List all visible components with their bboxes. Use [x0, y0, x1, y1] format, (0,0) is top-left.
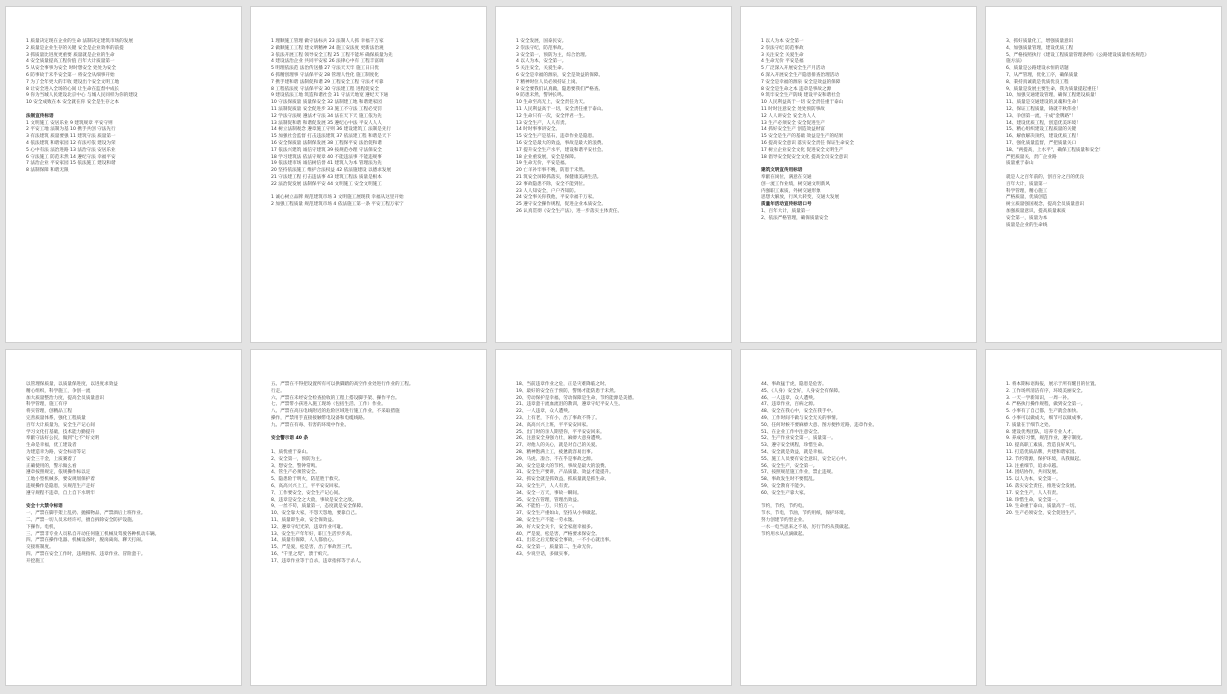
page-text-line: 2、安全第一，预防为主。: [271, 456, 325, 462]
page-text-line: 59、安全教育不能少。: [761, 484, 809, 489]
page-text-line: 20 亡羊补牢事不晚，防患于未然。: [516, 168, 588, 174]
page-text-line: 4. 严格执行操作规程，做到安全第一。: [1006, 402, 1086, 408]
page-text-line: 15 安全是生产的基础 效益是生产的结果: [761, 134, 844, 140]
page-text-line: 9 你为当城人民建设北京中心 与城人民同样为你的建设: [26, 93, 138, 99]
page-text-line: 三、严禁非专业人员私自开动任何施工机械及驾驶各种机动车辆。: [26, 531, 160, 537]
page-text-line: 1 安全发展，国泰民安。: [516, 39, 567, 44]
page-text-line: 9、质量是发展主要生命，我为质量提起重任！: [1006, 86, 1101, 92]
page-text-line: 5、隐患险于明火，防范胜于救灾。: [271, 477, 343, 483]
page-text-line: 6 深入开展安全生产隐患排查治理活动: [761, 73, 839, 78]
page-text-line: 开挖施工: [26, 558, 45, 564]
page-text-line: 思想大解放，行风大转变，交通大发展: [761, 195, 840, 201]
page-text-line: 26 认真贯彻《安全生产法》，进一步落实主体责任。: [516, 209, 623, 214]
page-text-line: 4 生命无价 平安是福: [761, 59, 804, 65]
page-text-line: 17 依法兴建筑 诚信守建筑 39 按规范办理 守法保安全: [271, 147, 382, 153]
page-text-line: 13、安全生产年年好，职工生活步步高。: [271, 531, 355, 537]
page-text-line: 17. 安全生产，人人有责。: [1006, 490, 1061, 496]
page-text-line: 为建造幸为路，安全标语等记: [26, 450, 86, 455]
document-page-1[interactable]: [5, 6, 242, 343]
page-text-line: 41、出差之后无数安全事故，一不小心就出事。: [516, 538, 614, 544]
page-text-line: 一水一电当思来之不易，厉行节约从我做起。: [761, 524, 853, 530]
page-text-line: 6. 小事可以做成大，细节可以做成事。: [1006, 416, 1086, 421]
page-text-line: 45、《人身》安全好，人身安全有保障。: [761, 388, 843, 394]
page-text-line: 9 建设依法工地 筑造和谐社会 31 守法天地宽 遵纪天下通: [271, 93, 389, 99]
page-text-line: 9、一丝不苟，质量第一，态度就是安全保障。: [271, 504, 366, 510]
page-text-line: 18. 珍惜生命，安全第一。: [1006, 497, 1061, 503]
page-text-line: 40、严是爱，松是害，严格要求保安全。: [516, 531, 600, 537]
page-text-line: 43、少说空话，多做实事。: [516, 552, 573, 557]
page-text-line: 二、严禁一切人员未经许可，擅自拆除安全防护设施。: [26, 518, 137, 523]
page-text-line: 2 质量是企业生存的关键 安全是企业效率的前提: [26, 45, 124, 51]
page-text-line: 10. 提高职工素质，营造良好风气。: [1006, 443, 1080, 449]
page-text-line: 5、严格按照执行《建设工程质量管理条例》《公路建设质量检查规范》: [1006, 52, 1150, 58]
page-text-line: 下操作。电机，: [26, 524, 59, 530]
page-text-line: 7 安全是幸福的源泉 安全是效益的保障: [761, 79, 841, 85]
page-text-line: 23、上有老，下有小，出了事故不得了。: [516, 416, 600, 421]
page-text-line: 1 诚心树立品牌 规范建筑市场 3 文明施工展现我 幸福从这里开始: [271, 195, 404, 201]
page-text-line: 60、安全生产靠大家。: [761, 490, 809, 496]
page-text-line: 34、安全一万天，事故一瞬间。: [516, 490, 582, 496]
page-text-line: 7、从严管理，优化工序，确保质量: [1006, 73, 1078, 78]
page-text-line: 4 以人为本，安全第一。: [516, 59, 567, 65]
page-text-line: 11. 打造优质品牌，共建和谐家园。: [1006, 450, 1080, 455]
page-text-line: 12 学法守法规 遵法才守法 34 法在天下天 施工依为先: [271, 113, 382, 119]
page-text-line: 正确使用的，警示做么看: [26, 463, 77, 469]
page-text-line: 37、安全生产重如山，坚持从小事做起。: [516, 511, 600, 517]
page-text-line: 24、高高兴兴上班，平平安安回家。: [516, 422, 591, 428]
page-text-line: 28、精神饱满上工，疲惫就容易出事。: [516, 450, 596, 455]
page-text-line: 2 崇法守纪 防范事故: [761, 45, 804, 51]
page-text-line: 7. 质量在于细节之处。: [1006, 422, 1054, 428]
page-text-line: 5 关注安全，关爱生命。: [516, 66, 567, 72]
document-page-5[interactable]: [985, 6, 1222, 343]
page-text-line: 1. 将本期标语海报，展示于所有醒目的位置。: [1006, 382, 1100, 387]
page-text-line: 26、注意安全身强力壮，麻痹大意身遭殃。: [516, 436, 605, 442]
page-text-line: 12 生命只有一次，安全伴君一生。: [516, 113, 588, 119]
page-text-line: 努力创建节约型企业。: [761, 518, 807, 523]
page-text-line: 安全警示语 40 条: [271, 436, 309, 442]
page-text-line: 施方法》: [1006, 59, 1025, 65]
page-text-line: 12、遵章守纪光荣，违章作业可耻。: [271, 524, 346, 530]
page-text-line: 5 广泛深入开展安全生产月活动: [761, 66, 826, 72]
page-text-line: 10 人民利益高于一切 安全责任重于泰山: [761, 100, 844, 106]
page-text-line: 16. 落实安全责任，推进安全发展。: [1006, 484, 1080, 489]
page-text-line: 6 守法施工 防范未然 14 遵纪守法 幸福平安: [26, 154, 116, 160]
page-text-line: 1 质量决定现在企业的生命 法制决定建筑市场的发展: [26, 39, 133, 44]
page-text-line: 14 树立法制观念 遵章施工守则 36 建设建筑工 法制是先行: [271, 127, 392, 133]
page-text-line: 10 安全成败在本 安全就在你 安全是生存之本: [26, 100, 119, 106]
page-text-line: 42、安全第一，质量第二，生命无价。: [516, 545, 596, 551]
page-text-line: 29、马虎、凑合、不在乎是事故之源。: [516, 456, 596, 462]
page-text-line: 35、安全在管理，管理出效益。: [516, 497, 582, 503]
page-text-line: 13 法制促和谐 和谐促发展 35 遵纪心中法 平安人人人: [271, 120, 382, 126]
page-text-line: 16 安全保质量 法制保发展 38 工程保平安 法治促和谐: [271, 141, 382, 146]
page-text-line: 22 事故隐患不除，安全不能到位。: [516, 181, 588, 187]
document-page-7[interactable]: [250, 349, 487, 686]
page-text-line: 19、最好的安全在于预防，警惕才能防患于未然。: [516, 388, 619, 394]
page-text-line: 10 生命至高无上，安全责任为天。: [516, 100, 588, 106]
page-text-line: 2 加强工程质量 规范建筑市场 4 依法施工第一条 平安工程万家宁: [271, 202, 404, 208]
page-text-line: 完善质量体系，强化工程质量: [26, 416, 86, 421]
page-text-line: 10、安全靠大家，不怨天怨地，要靠自己。: [271, 511, 360, 517]
page-text-line: 8 工程依法度 守法保平安 30 守法建工程 进程促安全: [271, 86, 379, 92]
page-text-line: 1 文明施工 安居乐业 9 建筑规章 平安守则: [26, 120, 113, 126]
page-text-line: 五、严禁在不得把设置所有可以供脚踏的高空作业处进行作业的工程。: [271, 382, 414, 387]
page-text-line: 建筑文明宣传用标语: [761, 168, 803, 174]
page-text-line: 精心组织，科学施工，争创一流: [26, 388, 91, 394]
page-text-line: 25 遵守安全操作规程，促进企业本质安全。: [516, 202, 606, 208]
page-text-line: 3. 一天一学新知识，一周一补。: [1006, 395, 1072, 401]
page-text-line: 19 生命无价，平安是福。: [516, 161, 570, 167]
page-text-line: 8、违章是安全之大敌，事故是安全之敌。: [271, 497, 357, 503]
page-text-line: 11、质量即生命，安全保效益。: [271, 518, 337, 523]
document-page-2[interactable]: [250, 6, 487, 343]
page-text-line: 违规操作是隐患，实规范生产走好: [26, 484, 95, 489]
page-text-line: 15 安全生产是基石，违章作业是隐患。: [516, 134, 597, 140]
page-text-line: 9 防患未然，警钟长鸣。: [516, 93, 567, 99]
page-text-line: 5 明理依法范 法治传送播 27 守法天天牢 施工日日优: [271, 66, 379, 72]
page-text-line: 46、一人违章，众人遭殃。: [761, 395, 818, 401]
page-text-line: 17、强化质量监督，严把质量关口: [1006, 141, 1077, 146]
page-text-line: 48、安全在我心中，安全在我手中。: [761, 409, 836, 415]
page-text-line: 16 安全是最大的效益，事故是最大的浪费。: [516, 141, 606, 146]
page-text-line: 56、安全生产，安全第一。: [761, 463, 818, 469]
page-text-line: 安全十大禁令标语: [26, 504, 63, 510]
page-text-line: 18 倡导安全促安全文化 提高全员安全意识: [761, 154, 848, 160]
page-text-line: 38、安全生产不能一劳永逸。: [516, 518, 577, 523]
page-text-line: 法制宣传标语: [26, 113, 54, 119]
page-text-line: 10 守法保质量 质量保安全 32 法制建工地 和谐建家园: [271, 100, 382, 106]
page-text-line: 节水，节电，节油，节约用纸，保护环境。: [761, 511, 849, 517]
page-text-line: 树立质量强国观念，提高全员质量意识: [1006, 202, 1085, 208]
page-text-line: 18、"两提高，上水平"，确保工程质量和安全！: [1006, 147, 1104, 153]
page-text-line: 19. 生命重于泰山，质量高于一切。: [1006, 504, 1080, 510]
page-text-line: 创一流工作业绩，树交通文明新风: [761, 181, 830, 187]
page-text-line: 22 法治促发展 法制保平安 44 文明施工 安全文明施工: [271, 181, 382, 187]
page-text-line: 一、严禁在脚手架上乱扔、抛掷物品，严禁酒后上班作业。: [26, 511, 146, 517]
page-text-line: 3、想安全，警钟常鸣。: [271, 463, 320, 469]
page-text-line: 11 人民利益高于一切，安全责任重于泰山。: [516, 107, 606, 112]
page-text-line: 3 有法建筑 质量要强 11 建筑守法 质量第一: [26, 134, 116, 140]
page-text-line: 节约用水从点滴做起。: [761, 531, 807, 537]
page-text-line: 16、"千里之堤"，溃于蚁穴。: [271, 552, 332, 557]
page-text-line: 21 守法建工程 打击违法事 43 建筑工程法 质量是根本: [271, 175, 382, 180]
page-text-line: 质量年活动宣传标语口号: [761, 202, 812, 208]
page-text-line: 10、加强交通建设管理，确保工程建设质量！: [1006, 93, 1100, 99]
page-text-line: 50、任何时候不要麻痹大意、图方便抄近路，违章作业。: [761, 422, 878, 428]
page-text-line: 36、不能怕一万，只怕万一。: [516, 504, 577, 510]
page-text-line: 加强质量意识，提高质量素质: [1006, 209, 1066, 214]
page-text-line: 27、对他人的关心，就是对自己的关爱。: [516, 443, 600, 449]
page-text-line: 15、精心组织建设工程质量的关键: [1006, 127, 1077, 133]
document-page-4[interactable]: [740, 6, 977, 343]
page-text-line: 节约，节约，节约电。: [761, 504, 807, 510]
page-text-line: 14、建设优质工程，创造优美环境！: [1006, 120, 1081, 126]
page-text-line: 3 安全第一，预防为主，综合治理。: [516, 52, 590, 58]
page-text-line: 4 建设法治企业 共同平安家 26 法律心中有 工程丰富调: [271, 59, 384, 65]
page-text-line: 奉献守法好公民，做到"七不"好文明: [26, 436, 100, 442]
page-text-line: 将实管理，创精品工程: [26, 409, 72, 415]
page-text-line: 20、劳动保护是幸福，劳动保障是生命，节约能源是美德。: [516, 395, 637, 401]
page-text-line: 严格质量，优质创造: [1006, 195, 1048, 201]
page-text-line: 9 筑牢安全生产防线 建设平安和谐社会: [761, 93, 841, 99]
page-text-line: 2. 工作场所清洁有序，环境美丽安全。: [1006, 388, 1086, 394]
page-text-line: 6 安全是幸福的源泉，安全是效益的保障。: [516, 73, 604, 78]
page-text-line: 11 时时注意安全 处处预防事故: [761, 107, 825, 112]
page-text-line: 交接班制度。: [26, 545, 54, 551]
page-text-line: 4 安全质量提高工程价值 百年大计质量第一: [26, 59, 115, 65]
page-text-line: 47、违章作业，百病之源。: [761, 402, 818, 408]
page-text-line: 3 抓质量比进度更重要 质量就是企业的生命: [26, 52, 115, 58]
page-text-line: 18、当前违章作业之危，正是灾难降临之时。: [516, 382, 610, 387]
page-text-line: 49、工作时间不做与安全无关的事情。: [761, 416, 841, 421]
page-text-line: 百年大计，质量第一: [1006, 181, 1048, 187]
page-text-line: 5. 小事有了自己都，生产就会加快。: [1006, 409, 1081, 415]
page-text-line: 四、严禁在安全工作时，违规指挥、违章作业、冒险蛮干。: [26, 552, 146, 557]
page-text-line: 八、严禁在高压电线附近的危险区域进行施工作业，不采取措施: [271, 409, 400, 415]
page-text-line: 8 安全要我们认真做，隐患要我们严格查。: [516, 86, 604, 92]
page-text-line: 生命是幸福，优工建设者: [26, 443, 77, 449]
page-text-line: 44、事故猛于虎，隐患是危害。: [761, 382, 827, 387]
page-text-line: 33、安全生产，人人有责。: [516, 484, 573, 489]
page-text-line: 23 人人知安全，户户齐知防。: [516, 188, 579, 194]
page-text-line: 12、保证工程质量，铸就千秋伟业！: [1006, 107, 1081, 112]
page-text-line: 20 坚持依法施工 维护合法权益 42 依法施建设 以德求发展: [271, 168, 392, 174]
page-text-line: 21 筑安全屏障抓落实，保健康美满生活。: [516, 175, 602, 180]
page-text-line: 58、事故发生时不要慌乱。: [761, 477, 818, 483]
page-text-line: 2 做顺施工工程 建文明精神 24 施工安法度 更新法治观: [271, 45, 384, 51]
page-text-line: 7 携手建和谐 法制促和谐 29 工程安全工程 守法才可靠: [271, 79, 384, 85]
document-page-6[interactable]: [5, 349, 242, 686]
page-text-line: 6、质量是公路建设永恒的话题: [1006, 66, 1069, 72]
page-text-line: 质量重于泰山: [1006, 161, 1034, 167]
page-text-line: 5 从安全事事为安全 时时想安全 处处为安全: [26, 66, 116, 72]
page-text-line: 14 时时事事讲安全。: [516, 127, 561, 133]
page-text-line: 11 法制促质量 安全促进步 33 施工不守法 工程必受罚: [271, 107, 382, 112]
page-text-line: 8 法制保障 和谐无限: [26, 168, 69, 174]
page-text-line: 13 安全生产，人人有责。: [516, 120, 570, 126]
page-text-line: 3、抓好质量化工，增强质量意识: [1006, 39, 1074, 44]
page-text-line: 18 企业重发展，安全是保障。: [516, 154, 579, 160]
page-text-line: 六、严禁在未经安全检查验收的工程上搭设脚手架、操作平台。: [271, 395, 400, 401]
page-text-line: 内强职工素质，外树交通形象: [761, 188, 821, 194]
page-text-line: 53、遵守安全规程，珍惜生命。: [761, 443, 827, 449]
page-text-line: 13 生产必须安全 安全促进生产: [761, 120, 825, 126]
page-text-line: 7 为了全年更大的丰收 建设出个安全文明工地: [26, 79, 120, 85]
page-text-line: 32、抓安全就是抓效益，抓质量就是抓生命。: [516, 477, 610, 483]
page-text-line: 17 树立企业安全文化 促进安全文明生产: [761, 147, 844, 153]
page-text-line: 39、好大安全关卡，安全家庭幸福多。: [516, 524, 596, 530]
page-text-line: 1 以人为本 安全第一: [761, 39, 804, 44]
page-text-line: 13. 注重细节，追求卓越。: [1006, 463, 1061, 469]
page-text-line: 18 学习建筑法 依法守规章 40 不能违法事 不能违规事: [271, 154, 382, 160]
page-text-line: 8 安全是生命之本 违章是事故之源: [761, 86, 832, 92]
page-text-line: 操作，严禁用手直接接触带电设备和电缆线路。: [271, 416, 368, 421]
page-text-line: 7 精神时位人员必须持证上岗。: [516, 79, 581, 85]
page-text-line: 57、按照规范施工作业，禁止违规。: [761, 470, 836, 476]
page-text-line: 8. 建设优秀团队，培养专业人才。: [1006, 429, 1077, 435]
page-text-line: 52、生产作业安全第一，质量第一。: [761, 436, 836, 442]
page-text-line: 55、施工人员要有安全意识，安全记心中。: [761, 456, 850, 462]
page-text-line: 8 让安全进入全场的心间 让生命在监督中成长: [26, 86, 120, 92]
page-text-line: 30、安全是最大的节约，事故是最大的浪费。: [516, 463, 610, 469]
page-text-line: 3 依法开展工程 领导安全工程 25 工程不能坏 确保质量为先: [271, 52, 393, 58]
page-text-line: 7 法治企业 平安家园 15 依法施工 建设和谐: [26, 161, 116, 167]
document-page-9[interactable]: [740, 349, 977, 686]
page-text-line: 4、加强质量管理，建设优质工程: [1006, 45, 1074, 51]
page-text-line: 25、出门时的亲人期望你，平平安安回来。: [516, 429, 605, 435]
page-text-line: 4 依法建筑 和谐家园 12 有法可依 建设为荣: [26, 141, 116, 146]
document-page-8[interactable]: [495, 349, 732, 686]
page-text-line: 8、秉持真诚就是优质优良工程: [1006, 79, 1069, 85]
page-text-line: 遵章按照规定，依规操作标以定: [26, 470, 91, 476]
page-text-line: 51、在企业工作中注意安全。: [761, 429, 822, 435]
page-text-line: 14、质量有保障，人人都放心。: [271, 538, 337, 544]
page-text-line: 行走。: [271, 388, 285, 394]
page-text-line: 就是人之百年前的，创百分之百的优良: [1006, 175, 1085, 180]
page-text-line: 16、解放解决顶约，建设优质工程！: [1006, 134, 1081, 140]
page-text-line: 17 提升安全生产水平，建设和谐平安社会。: [516, 147, 606, 153]
page-text-line: 6 抓精创理事 守法保平安 28 管理人性化 施工制度化: [271, 73, 379, 78]
page-text-line: 2、依法严格管理，确保质量安全: [761, 215, 829, 221]
page-text-line: 安全第一，质量为本: [1006, 215, 1048, 221]
page-text-line: 严把质量关，责广企业路: [1006, 154, 1057, 160]
page-text-line: 15. 以人为本，安全第一。: [1006, 477, 1061, 483]
page-text-line: 31、安全生产要讲，产品质量、效益才能提升。: [516, 470, 614, 476]
page-text-line: 1、百年大计，质量第一: [761, 209, 810, 214]
page-text-line: 21、违章蛮干流血流泪的教训，遵章守纪平安人生。: [516, 402, 623, 408]
page-text-line: 20. 生产必须安全，安全促进生产。: [1006, 511, 1080, 517]
document-page-3[interactable]: [495, 6, 732, 343]
page-text-line: 质量是企业的生命线: [1006, 222, 1048, 228]
page-text-line: 2 崇法守纪，防范事故。: [516, 45, 567, 51]
page-text-line: 16 提高安全意识 落实安全责任 保证生命安全: [761, 141, 854, 146]
page-text-line: 15、严是爱，松是害，出了事故害三代。: [271, 545, 355, 551]
page-text-line: 7、工作要安全，安全生产记心间。: [271, 490, 343, 496]
page-text-line: 奉献在岗位，满意在交通: [761, 175, 812, 180]
page-text-line: 百年大计质量为，安全生产记心间: [26, 422, 95, 428]
page-text-line: 1 理顺施工管理 做守法标兵 23 法制人人抓 幸福千万家: [271, 39, 384, 44]
page-text-line: 11、质量是交通建设的灵魂和生命！: [1006, 100, 1081, 106]
page-text-line: 6、高高兴兴上工，平平安安回家。: [271, 484, 343, 489]
page-text-line: 17、违章作业等于自杀，违章指挥等于杀人。: [271, 558, 365, 564]
page-text-line: 七、严禁带小孩进入施工现场（包括生活、工作）作业。: [271, 402, 386, 408]
page-text-line: 22、一人违章，众人遭殃。: [516, 409, 573, 415]
page-text-line: 九、严禁在有毒、有害的环境中作业。: [271, 422, 350, 428]
page-text-line: 遵守规程不违章，自上自下水明牢: [26, 490, 95, 496]
page-text-line: 14 抓好安全生产 创造效益财富: [761, 127, 825, 133]
page-text-line: 四、严禁在操作电器、机械设备时，脱岗离岗、聊天打闹。: [26, 538, 146, 544]
page-text-line: 3 关注安全 关爱生命: [761, 52, 804, 58]
page-text-line: 19 依法建市场 诚信树信誉 41 建筑人为本 管理法为先: [271, 161, 382, 167]
page-text-line: 14. 团结协作，共同发展。: [1006, 470, 1061, 476]
page-text-line: 24 安全事关你我他，平安幸福千万家。: [516, 195, 597, 201]
page-text-line: 安全三千金，上质赛着了: [26, 456, 77, 462]
page-text-line: 6 防事故于未乎安全第一 将安全从细事开始: [26, 73, 115, 78]
page-text-line: 2 平安工地 法制为基 10 携手共创 守法先行: [26, 127, 116, 133]
page-text-line: 1、质忧重于泰山。: [271, 450, 311, 455]
page-text-line: 5 心中有法 法治进路 13 法治守法 安居乐业: [26, 147, 116, 153]
page-text-line: 54、安全就是效益，就是幸福。: [761, 450, 827, 455]
page-text-line: 加大质量整治力度，提高全员质量意识: [26, 395, 105, 401]
page-text-line: 学习文化打基础，技术能力勤提升: [26, 429, 95, 435]
page-text-line: 以管理保质量，以质量保进度，以进度求效益: [26, 382, 118, 387]
page-text-line: 科学管理，施工有序: [26, 402, 68, 408]
page-text-line: 9. 养成好习惯，规范作业，遵守制度。: [1006, 436, 1086, 442]
page-text-line: 15 加强社会监督 打击违法建筑 37 依法建工程 和谐是天下: [271, 134, 392, 140]
page-text-line: 13、争创第一流，干成"金牌路"！: [1006, 113, 1076, 119]
page-text-line: 12 人人讲安全 安全为人人: [761, 113, 816, 119]
document-page-10[interactable]: [985, 349, 1222, 686]
page-text-line: 科学管理，精心施工: [1006, 188, 1048, 194]
page-text-line: 工地小型机械多，要安规划保护着: [26, 477, 95, 483]
page-text-line: 12. 节约资源，保护环境，从我做起。: [1006, 456, 1084, 462]
page-text-line: 4、管生产必须管安全。: [271, 470, 320, 476]
